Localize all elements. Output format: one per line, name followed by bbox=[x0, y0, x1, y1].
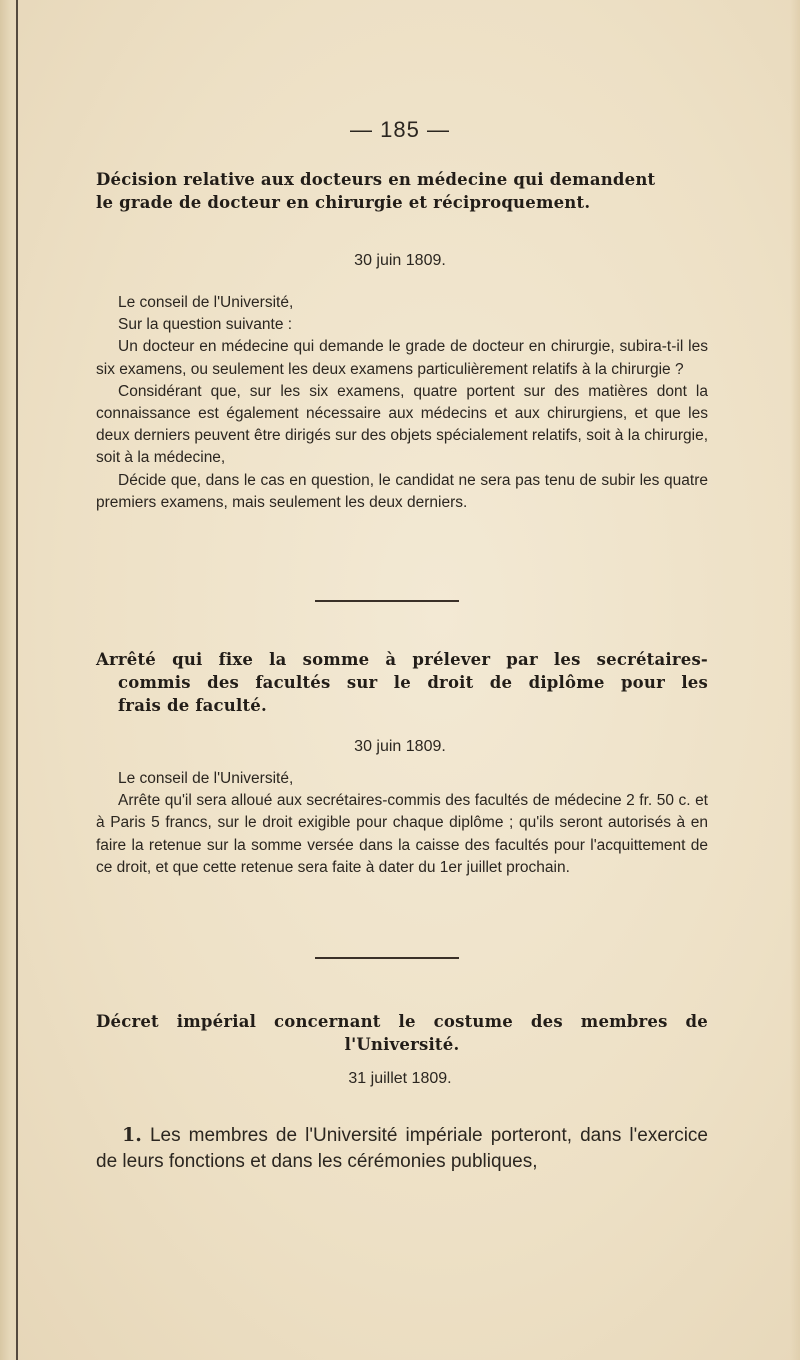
section2-body bbox=[96, 768, 708, 879]
section-divider bbox=[315, 600, 459, 602]
article-text: Les membres de l'Université impériale porteront, dans l'exercice de leurs fonctions et dans les cérémonies publiques, bbox=[96, 1125, 708, 1172]
section2-title bbox=[96, 648, 708, 717]
section2-paragraph: Le conseil de l'Université, bbox=[118, 770, 294, 787]
section-divider bbox=[315, 957, 459, 959]
page-right-edge bbox=[790, 0, 800, 1360]
section1-paragraph: Considérant que, sur les six examens, quatre portent sur des matières dont la connaissance est également nécessaire aux médecins et aux chirurgiens, et que les deux derniers peuvent être dirigés sur des objets spécialement relatifs, soit à la chirurgie, soit à la médecine, bbox=[96, 382, 708, 467]
section2-title-line1: Arrêté qui fixe la somme à prélever par les secrétaires- bbox=[96, 650, 708, 669]
section1-paragraph: Décide que, dans le cas en question, le candidat ne sera pas tenu de subir les quatre premiers examens, mais seulement les deux derniers. bbox=[96, 471, 708, 511]
section2-paragraph: Arrête qu'il sera alloué aux secrétaires-commis des facultés de médecine 2 fr. 50 c. et à Paris 5 francs, sur le droit exigible pour chaque diplôme ; qu'ils seront autorisés à en faire la retenue sur la somme versée dans la caisse des facultés pour l'acquittement de ce droit, et que cette retenue sera faite à dater du 1er juillet prochain. bbox=[96, 792, 708, 876]
section1-body bbox=[96, 292, 708, 514]
section1-paragraph: Un docteur en médecine qui demande le grade de docteur en chirurgie, subira-t-il les six examens, ou seulement les deux examens particulièrement relatifs à la chirurgie ? bbox=[96, 338, 708, 378]
page-number: — 185 — bbox=[350, 117, 450, 142]
section1-title-line2: le grade de docteur en chirurgie et réciproquement. bbox=[96, 193, 591, 212]
article-number: 1. bbox=[122, 1124, 142, 1146]
section1-paragraph: Sur la question suivante : bbox=[118, 316, 293, 334]
section3-date: 31 juillet 1809. bbox=[348, 1070, 452, 1087]
section1-date: 30 juin 1809. bbox=[354, 252, 446, 269]
section2-title-line3: frais de faculté. bbox=[118, 696, 267, 715]
article-1 bbox=[96, 1122, 708, 1175]
section1-paragraph: Le conseil de l'Université, bbox=[118, 294, 294, 311]
section1-title-line1: Décision relative aux docteurs en médecine qui demandent bbox=[96, 170, 656, 189]
page-edge-line bbox=[16, 0, 18, 1360]
section3-title-line1: Décret impérial concernant le costume des membres de bbox=[96, 1012, 708, 1031]
section2-title-line2: commis des facultés sur le droit de diplôme pour les bbox=[118, 673, 708, 692]
section2-date: 30 juin 1809. bbox=[354, 738, 446, 755]
section3-title bbox=[96, 1010, 708, 1056]
section1-title bbox=[96, 168, 716, 214]
section3-title-line2: l'Université. bbox=[344, 1035, 460, 1054]
